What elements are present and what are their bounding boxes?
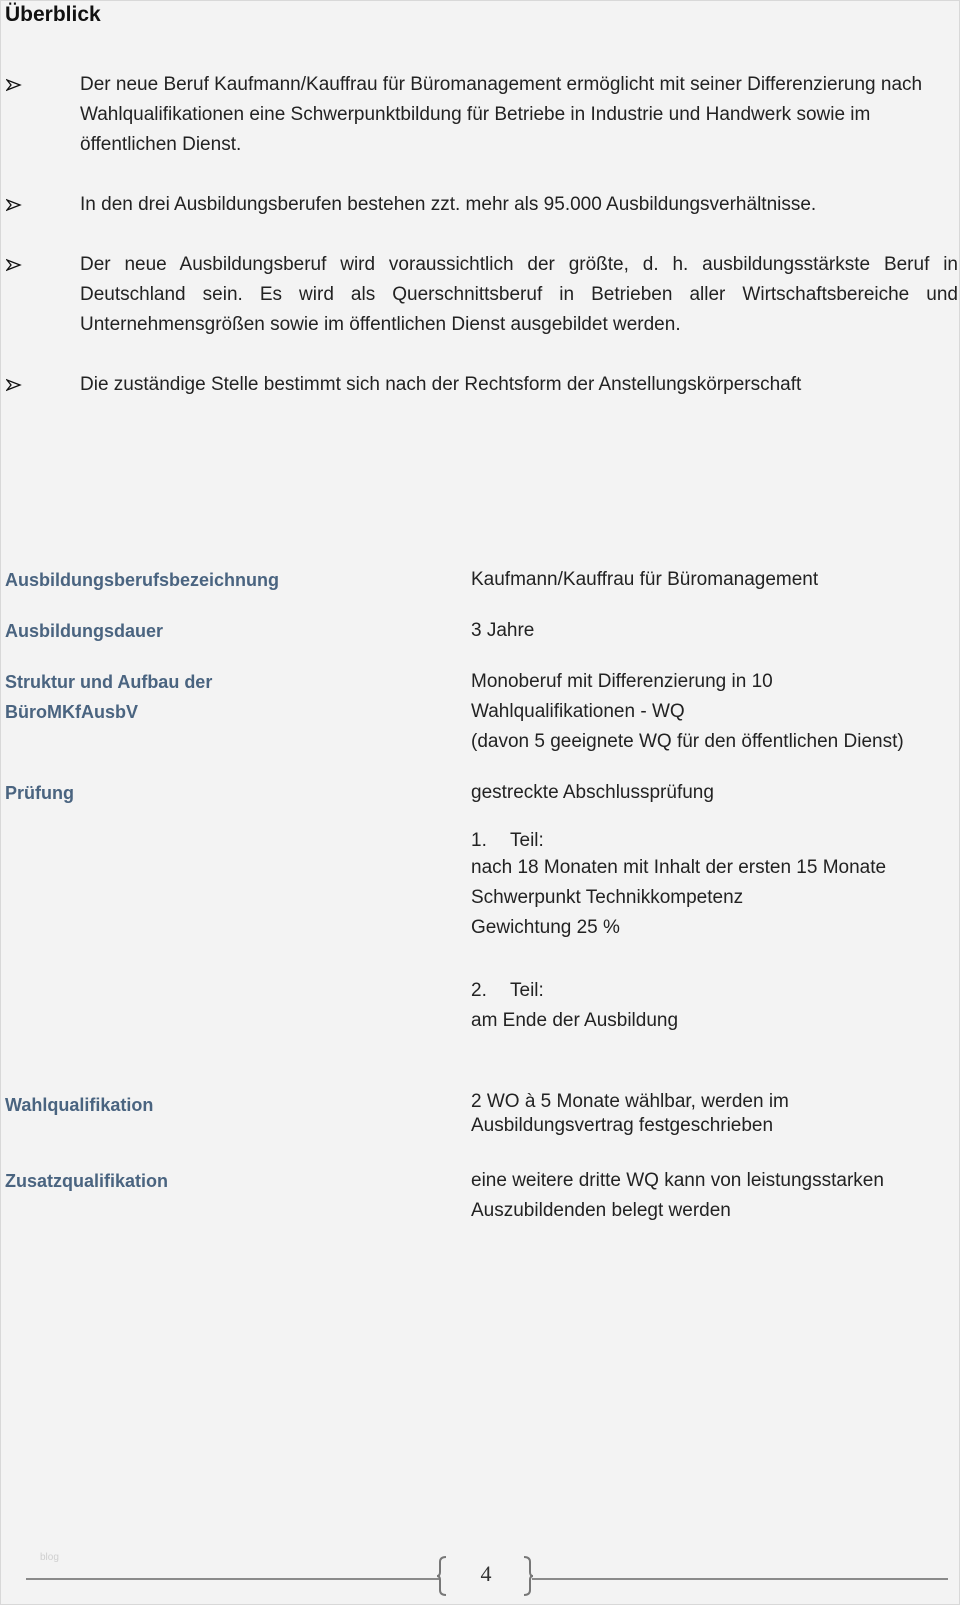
teil-line: Gewichtung 25 % [471, 917, 620, 938]
value-struktur-line: (davon 5 geeignete WQ für den öffentlichen Dienst) [471, 731, 904, 752]
bullet-text: Der neue Beruf Kaufmann/Kauffrau für Büromanagement ermöglicht mit seiner Differenzierung nach Wahlqualifikationen eine Schwerpunktbildung für Betriebe in Industrie und Handwerk sowie im öffentlichen Dienst. [80, 74, 923, 155]
value-zusatz-line: eine weitere dritte WQ kann von leistungsstarken [471, 1170, 884, 1191]
teil-title: Teil: [510, 980, 544, 1001]
value-wahlqualifikation [471, 1090, 960, 1138]
bullet-text: Die zuständige Stelle bestimmt sich nach der Rechtsform der Anstellungskörperschaft [80, 374, 802, 395]
value-struktur-line: Wahlqualifikationen - WQ [471, 701, 685, 722]
footer-rule-right [532, 1578, 948, 1580]
pruefung-teil-1 [471, 829, 960, 943]
arrow-bullet-icon [6, 377, 22, 393]
teil-line: Schwerpunkt Technikkompetenz [471, 887, 744, 908]
label-zusatzqualifikation: Zusatzqualifikation [5, 1171, 169, 1191]
pruefung-teil-2 [471, 976, 960, 1036]
teil-heading [471, 976, 960, 1006]
label-struktur [5, 667, 212, 727]
label-struktur-line: BüroMKfAusbV [5, 702, 138, 722]
label-struktur-line: Struktur und Aufbau der [5, 672, 213, 692]
label-wahlqualifikation: Wahlqualifikation [5, 1095, 154, 1115]
value-pruefung: gestreckte Abschlussprüfung [471, 782, 714, 803]
value-wahl-line: Ausbildungsvertrag festgeschrieben [471, 1115, 774, 1136]
page-title: Überblick [5, 3, 101, 26]
value-struktur [471, 667, 960, 757]
label-pruefung: Prüfung [5, 783, 74, 803]
value-wahl-line: 2 WO à 5 Monate wählbar, werden im [471, 1091, 789, 1112]
bullet-text: In den drei Ausbildungsberufen bestehen zzt. mehr als 95.000 Ausbildungsverhältnisse. [80, 194, 817, 215]
arrow-bullet-icon [6, 77, 22, 93]
value-dauer: 3 Jahre [471, 620, 535, 641]
teil-number: 2. [471, 980, 487, 1001]
arrow-bullet-icon [6, 197, 22, 213]
teil-line: nach 18 Monaten mit Inhalt der ersten 15 Monate [471, 857, 887, 878]
teil-heading [471, 829, 960, 853]
label-dauer: Ausbildungsdauer [5, 621, 164, 641]
footer-rule-left [26, 1578, 440, 1580]
label-bezeichnung: Ausbildungsberufsbezeichnung [5, 570, 280, 590]
watermark-text: blog [40, 1552, 59, 1563]
bullet-text: Der neue Ausbildungsberuf wird voraussichtlich der größte, d. h. ausbildungsstärkste Beruf in Deutschland sein. Es wird als Querschnittsberuf in Betrieben aller Wirtschaftsbereiche und Unternehmensgrößen sowie im öffentlichen Dienst ausgebildet werden. [80, 254, 958, 335]
teil-line: am Ende der Ausbildung [471, 1010, 679, 1031]
value-struktur-line: Monoberuf mit Differenzierung in 10 [471, 671, 773, 692]
teil-number: 1. [471, 830, 487, 851]
arrow-bullet-icon [6, 257, 22, 273]
value-zusatz-line: Auszubildenden belegt werden [471, 1200, 731, 1221]
value-bezeichnung: Kaufmann/Kauffrau für Büromanagement [471, 569, 819, 590]
page-number: 4 [480, 1561, 492, 1586]
value-zusatzqualifikation [471, 1166, 960, 1226]
teil-title: Teil: [510, 830, 544, 851]
